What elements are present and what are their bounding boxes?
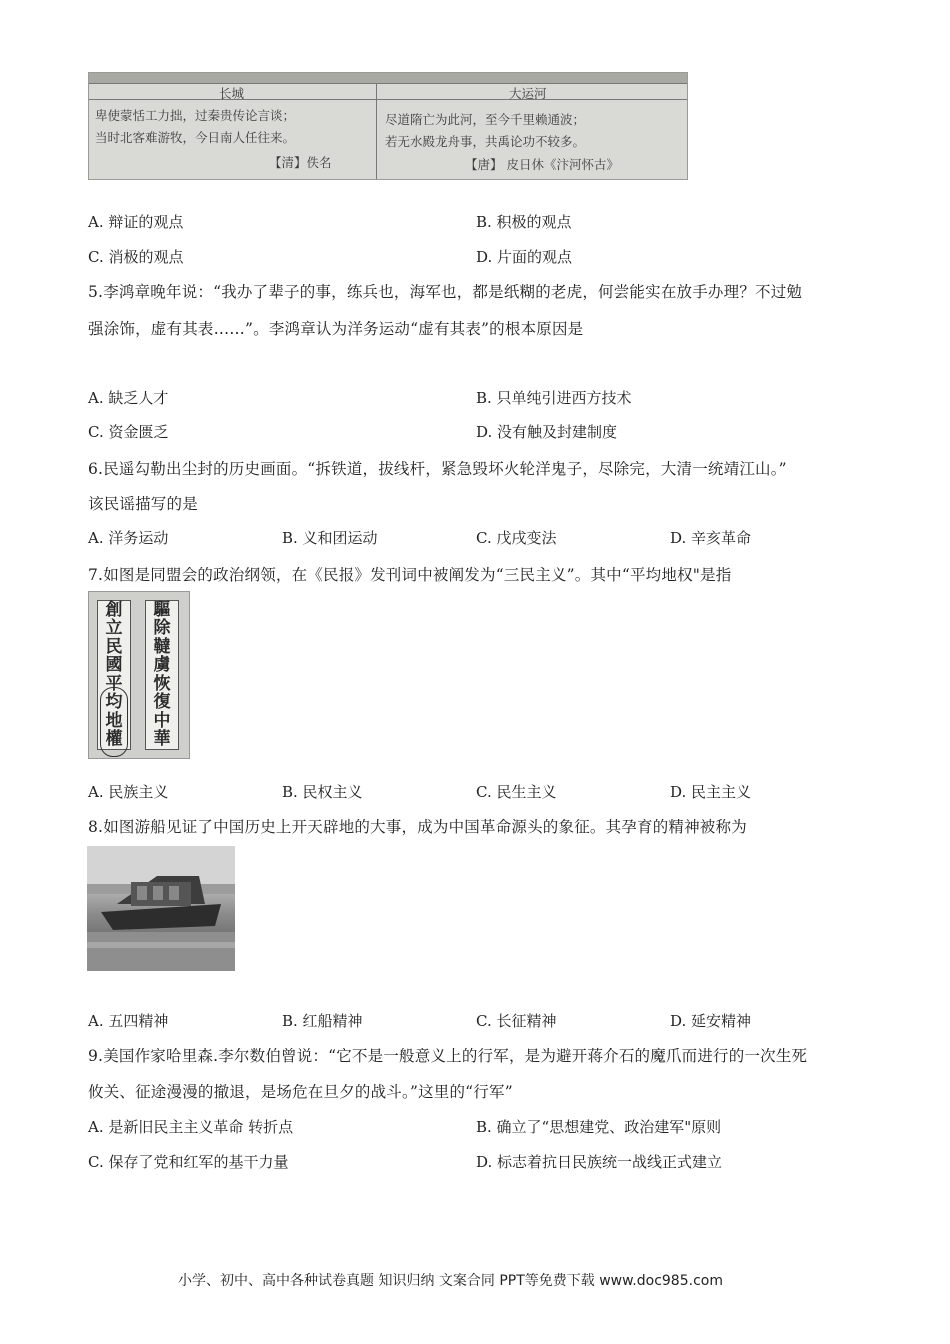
banner-char: 韃 [153,636,171,657]
q6-option-b[interactable]: B. 义和团运动 [282,529,378,547]
q7-option-c[interactable]: C. 民生主义 [476,783,557,801]
scan-top-band [89,73,687,83]
q9-stem-line-1: 9.美国作家哈里森.李尔数伯曾说：“它不是一般意义上的行军，是为避开蒋介石的魔爪而进行的一次生死 [88,1047,808,1065]
q9-option-c[interactable]: C. 保存了党和红军的基干力量 [88,1153,289,1171]
q6-option-a[interactable]: A. 洋务运动 [88,529,169,547]
q8-option-b[interactable]: B. 红船精神 [282,1012,363,1030]
q5-stem-line-1: 5.李鸿章晚年说：“我办了辈子的事，练兵也，海军也，都是纸糊的老虎，何尝能实在放手办理？不过勉 [88,283,803,301]
q5-option-b[interactable]: B. 只单纯引进西方技术 [476,389,632,407]
left-poem-line-1: 卑使蒙恬工力拙，过秦贵传论言谈； [95,108,296,123]
banner-char: 創 [105,599,123,620]
table-header-rule [89,99,687,100]
banner-char: 均 [105,692,123,713]
q4-option-c[interactable]: C. 消极的观点 [88,248,184,266]
banner-char: 除 [153,618,171,639]
banner-char: 復 [153,692,171,713]
boat-icon [87,846,235,971]
q7-stem: 7.如图是同盟会的政治纲领，在《民报》发刊词中被阐发为“三民主义”。其中“平均地权"是指 [88,566,732,584]
red-boat-photo [87,846,235,971]
q8-option-a[interactable]: A. 五四精神 [88,1012,169,1030]
q8-stem: 8.如图游船见证了中国历史上开天辟地的大事，成为中国革命源头的象征。其孕育的精神被称为 [88,818,747,836]
q8-option-d[interactable]: D. 延安精神 [670,1012,752,1030]
banner-char: 立 [105,618,123,639]
right-poem-line-1: 尽道隋亡为此河，至今千里赖通波； [385,112,586,127]
q5-option-c[interactable]: C. 资金匮乏 [88,423,169,441]
banner-char: 民 [105,636,123,657]
banner-char: 恢 [153,673,171,694]
banner-left-strip [97,600,131,750]
banner-char: 虜 [153,655,171,676]
banner-char: 地 [105,710,123,731]
tongmenghui-banner-image [88,591,190,759]
q5-stem-line-2: 强涂饰，虚有其表……”。李鸿章认为洋务运动“虚有其表”的根本原因是 [88,320,584,338]
q9-stem-line-2: 攸关、征途漫漫的撤退，是场危在旦夕的战斗。”这里的“行军” [88,1083,513,1101]
table-header-left: 长城 [219,86,245,101]
banner-char: 國 [105,655,123,676]
left-poem-source: 【清】佚名 [269,155,332,170]
right-poem-line-2: 若无水殿龙舟事，共禹论功不较多。 [385,134,586,149]
q6-option-c[interactable]: C. 戊戌变法 [476,529,557,547]
q4-option-a[interactable]: A. 辩证的观点 [88,213,184,231]
banner-char: 華 [153,729,171,750]
q6-stem-line-2: 该民谣描写的是 [88,495,198,513]
poem-table-image [88,72,688,180]
q7-option-a[interactable]: A. 民族主义 [88,783,169,801]
q5-option-a[interactable]: A. 缺乏人才 [88,389,169,407]
q8-option-c[interactable]: C. 长征精神 [476,1012,557,1030]
q7-option-b[interactable]: B. 民权主义 [282,783,363,801]
right-poem-source: 【唐】 皮日休《汴河怀古》 [465,157,619,172]
banner-char: 平 [105,673,123,694]
banner-right-strip [145,600,179,750]
q9-option-b[interactable]: B. 确立了“思想建党、政治建军"原则 [476,1118,722,1136]
left-poem-line-2: 当时北客难游牧，今日南人任往来。 [95,130,296,145]
banner-char: 驅 [153,599,171,620]
q5-option-d[interactable]: D. 没有触及封建制度 [476,423,618,441]
banner-char: 中 [153,710,171,731]
q6-option-d[interactable]: D. 辛亥革命 [670,529,752,547]
banner-char: 權 [105,729,123,750]
banner-highlight-ring [100,687,128,757]
table-top-rule [89,83,687,84]
q9-option-a[interactable]: A. 是新旧民主主义革命 转折点 [88,1118,294,1136]
table-divider [376,83,377,179]
q9-option-d[interactable]: D. 标志着抗日民族统一战线正式建立 [476,1153,723,1171]
table-header-right: 大运河 [509,86,547,101]
q4-option-d[interactable]: D. 片面的观点 [476,248,573,266]
page-footer[interactable]: 小学、初中、高中各种试卷真题 知识归纳 文案合同 PPT等免费下载 www.doc985.com [178,1273,723,1289]
q4-option-b[interactable]: B. 积极的观点 [476,213,572,231]
q6-stem-line-1: 6.民遥勾勒出尘封的历史画面。“拆铁道，拔线杆，紧急毁坏火轮洋鬼子，尽除完，大清一统靖江山。” [88,460,787,478]
q7-option-d[interactable]: D. 民主主义 [670,783,752,801]
